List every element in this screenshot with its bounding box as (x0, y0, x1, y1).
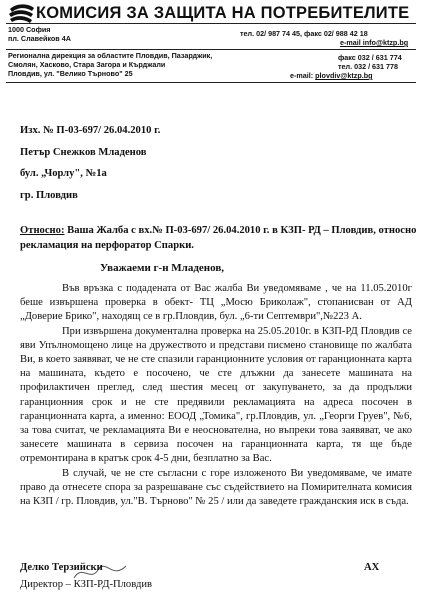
regional-email-address: plovdiv@ktzp.bg (315, 71, 373, 80)
signer-title: Директор – КЗП-РД-Пловдив (20, 579, 153, 590)
paragraph-1: Във връзка с подадената от Вас жалба Ви уведомяваме , че на 11.05.2010г беше извършена проверка в обект- ТЦ „Мосю Бриколаж", стопанисван от АД „Доверие Брико", находящ се в гр.Пловдив, бул. „6-ти Септември",№223 А. (20, 283, 412, 323)
regional-email (290, 72, 373, 81)
address-line-1: 1000 София (8, 25, 51, 34)
signer-name: Делко Терзийски (20, 562, 103, 573)
regional-email-label: e-mail: (290, 71, 314, 80)
regional-fax: факс 032 / 631 774 (338, 53, 402, 62)
regional-line-2: Смолян, Хасково, Стара Загора и Кърджали (8, 60, 166, 69)
greeting: Уважаеми г-н Младенов, (100, 262, 225, 274)
subject-line-1 (20, 224, 416, 237)
outgoing-reference: Изх. № П-03-697/ 26.04.2010 г. (20, 125, 161, 136)
subject-line-2: рекламация на перфоратор Спарки. (20, 240, 194, 251)
header-divider-top (6, 23, 416, 24)
paragraph-2: При извършена документална проверка на 25.05.2010г. в КЗП-РД Пловдив се яви Упълномощено лице на дружеството и представи писмено становище по жалбата Ви, в което заявяват, че не сте спазили гаранционните условия от гаранционната карта на машината, където е посочено, че сте длъжни да занесете машината на профилактичен преглед, след шестия месец от закупуването, за да продължи гаранционния срок и не сте предявили рекламацията на адреса посочен в гаранционната карта, а именно: ЕООД „Томика", гр.Пловдив, ул. „Георги Груев", №6, за това считат, че рекламацията Ви е неоснователна, но въпреки това заявяват, че ако занесете машината в сервиза посочен на гаранционната карта, тя ще бъде отремонтирана в кратък срок 4-5 дни, безплатно за Вас. (20, 325, 412, 465)
subject-label: Относно: (20, 225, 65, 236)
author-initials: АХ (364, 562, 380, 573)
recipient-city: гр. Пловдив (20, 190, 78, 201)
paragraph-3: В случай, че не сте съгласни с горе изложеното Ви уведомяваме, че имате право да отнесете спора за разрешаване със съдействието на Помирителната комисия на КЗП / гр. Пловдив, ул."В. Търново" № 25 / или да заведете гражданския иск в съда. (20, 467, 412, 508)
subject-text-1: Ваша Жалба с вх.№ П-03-697/ 26.04.2010 г. в КЗП- РД – Пловдив, относно (64, 225, 417, 236)
address-line-2: пл. Славейков 4А (8, 34, 71, 43)
regional-phone: тел. 032 / 631 778 (338, 62, 399, 71)
header-divider-bottom (6, 82, 416, 83)
central-email: e-mail info@ktzp.bg (340, 38, 409, 47)
regional-line-3: Пловдив, ул. "Велико Търново" 25 (8, 69, 133, 78)
letter-body (20, 282, 412, 509)
central-phones: тел. 02/ 987 74 45, факс 02/ 988 42 18 (240, 29, 368, 38)
recipient-name: Петър Снежков Младенов (20, 147, 147, 158)
kzp-logo-icon (6, 3, 36, 25)
regional-line-1: Регионална дирекция за областите Пловдив, Пазарджик, (8, 51, 213, 60)
recipient-street: бул. „Чорлу", №1а (20, 168, 107, 179)
org-name: КОМИСИЯ ЗА ЗАЩИТА НА ПОТРЕБИТЕЛИТЕ (36, 4, 410, 22)
header-divider-middle (6, 49, 416, 50)
